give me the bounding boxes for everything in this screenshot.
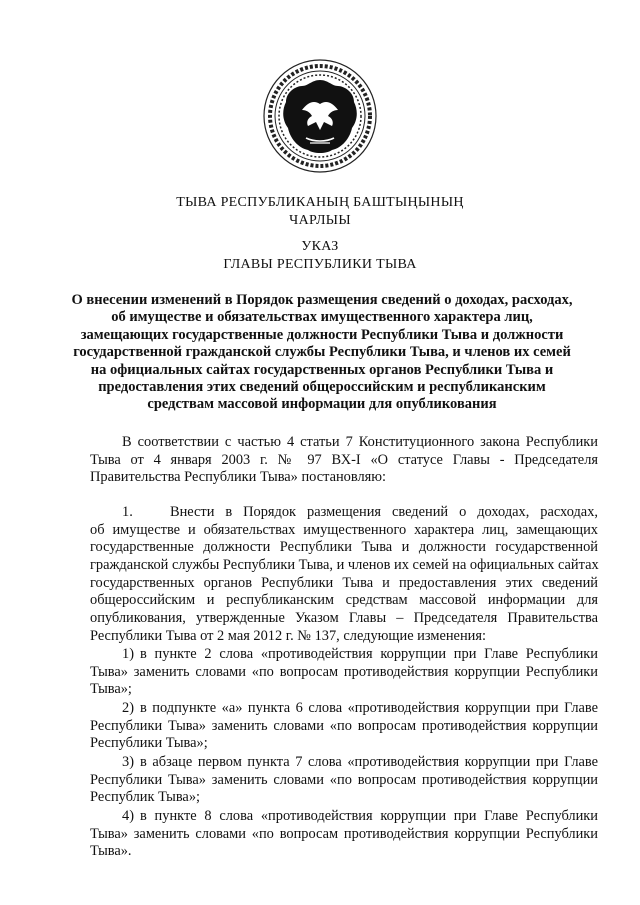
title-line: замещающих государственные должности Республики Тыва и должности	[80, 326, 564, 343]
clause-line: общероссийским и республиканским средствам массовой информации для	[90, 592, 598, 609]
preamble-line: Правительства Республики Тыва» постановляю:	[90, 469, 387, 486]
subitem-line: Республики Тыва» заменить словами «по вопросам противодействия коррупции	[90, 771, 598, 788]
subitem-line: Тыва» заменить словами «по вопросам противодействия коррупции Республики	[90, 663, 598, 680]
subitem-4	[90, 808, 598, 861]
header-ukaz: УКАЗ	[301, 239, 339, 254]
subitem-line: Республики Тыва» заменить словами «по вопросам противодействия коррупции	[90, 717, 598, 734]
title-line: государственной гражданской службы Республики Тыва, и членов их семей	[73, 344, 571, 361]
title-line: об имуществе и обязательствах имущественного характера лиц,	[111, 309, 533, 326]
clause-line: Республики Тыва от 2 мая 2012 г. № 137, следующие изменения:	[90, 627, 486, 644]
subitem-number: 2)	[122, 700, 134, 716]
decree-title	[66, 292, 578, 414]
preamble-line: Тыва от 4 января 2003 г. № 97 ВХ-І «О статусе Главы - Председателя	[90, 451, 598, 468]
subitem-line: Тыва»;	[90, 681, 132, 698]
header-charlyy: ЧАРЛЫЫ	[289, 213, 351, 228]
title-line: О внесении изменений в Порядок размещения сведений о доходах, расходах,	[71, 292, 573, 308]
title-line: средствам массовой информации для опубликования	[147, 396, 497, 413]
title-line: предоставления этих сведений общероссийским и республиканским	[98, 379, 546, 396]
subitem-number: 3)	[122, 754, 134, 770]
header-republic-line: ТЫВА РЕСПУБЛИКАНЫҢ БАШТЫҢЫНЫҢ	[176, 195, 464, 210]
subitem-line: Тыва» заменить словами «по вопросам противодействия коррупции Республики	[90, 825, 598, 842]
clause-line: опубликования, утвержденные Указом Главы – Председателя Правительства	[90, 610, 598, 627]
subitem-2	[90, 700, 598, 753]
clause-line: гражданской службы Республики Тыва, и членов их семей на официальных сайтах	[90, 557, 599, 574]
header-glava: ГЛАВЫ РЕСПУБЛИКИ ТЫВА	[223, 257, 417, 272]
clause-line: государственных органов Республики Тыва и предоставления этих сведений	[90, 574, 598, 591]
clause-number: 1.	[122, 504, 133, 520]
preamble-line: В соответствии с частью 4 статьи 7 Конституционного закона Республики	[122, 434, 598, 450]
subitem-line: в абзаце первом пункта 7 слова «противодействия коррупции при Главе	[140, 754, 598, 770]
preamble	[90, 434, 598, 487]
subitem-number: 4)	[122, 808, 134, 824]
clause-line: Внести в Порядок размещения сведений о доходах, расходах,	[170, 504, 598, 520]
subitem-line: Республики Тыва»;	[90, 735, 208, 752]
subitem-3	[90, 754, 598, 807]
clause-line: об имуществе и обязательствах имущественного характера лиц, замещающих	[90, 521, 598, 538]
republic-emblem-icon	[262, 58, 378, 174]
subitem-number: 1)	[122, 646, 134, 662]
clause-1	[90, 504, 598, 646]
subitem-1	[90, 646, 598, 699]
subitem-line: в подпункте «а» пункта 6 слова «противодействия коррупции при Главе	[140, 700, 598, 716]
clause-line: государственные должности Республики Тыва и должности государственной	[90, 539, 598, 556]
title-line: на официальных сайтах государственных органов Республики Тыва и	[90, 361, 554, 378]
subitem-line: в пункте 2 слова «противодействия коррупции при Главе Республики	[140, 646, 598, 662]
subitem-line: в пункте 8 слова «противодействия коррупции при Главе Республики	[140, 808, 598, 824]
subitem-line: Республик Тыва»;	[90, 789, 201, 806]
subitem-line: Тыва».	[90, 843, 132, 860]
